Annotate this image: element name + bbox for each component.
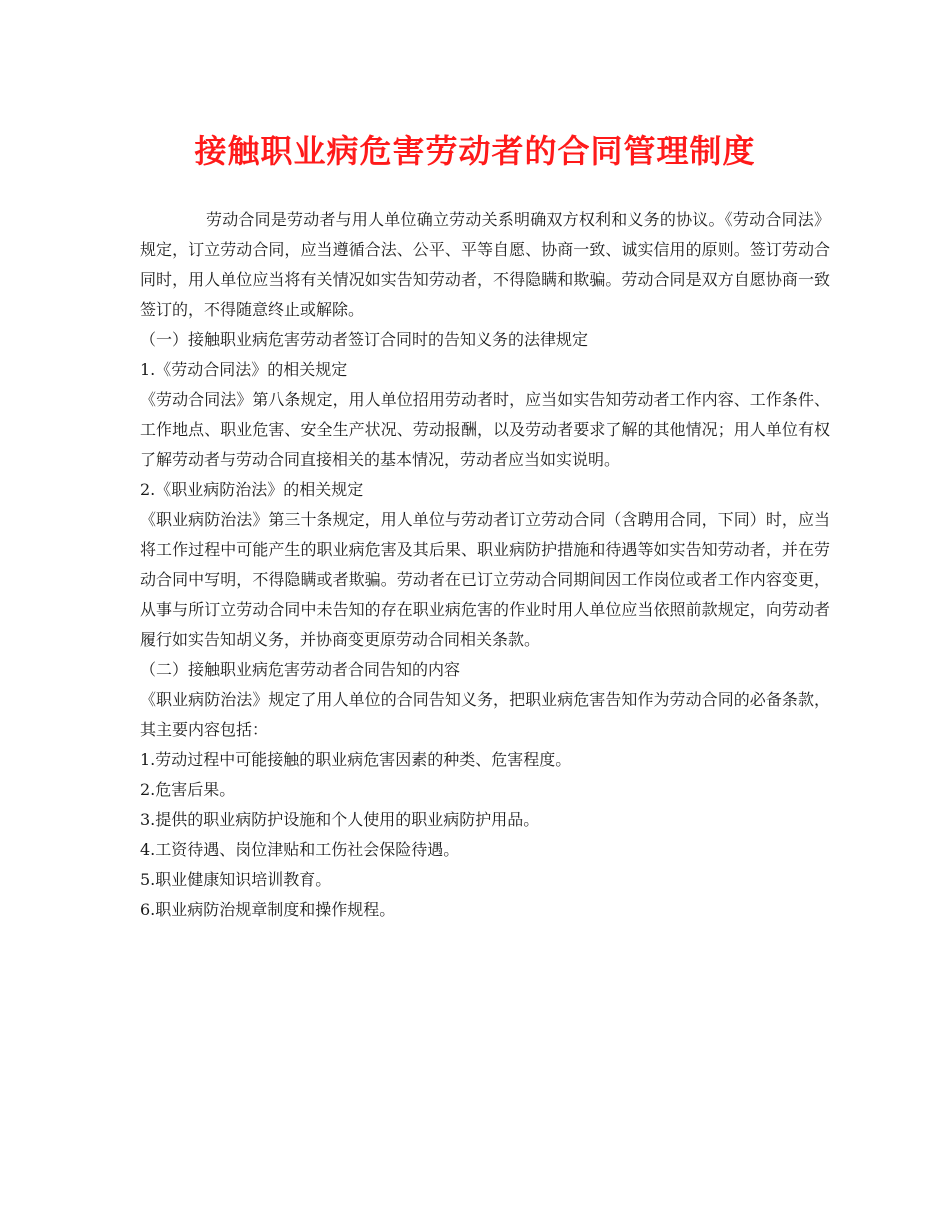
list-item: 2.危害后果。: [140, 780, 236, 799]
subsection-heading-1: 1.《劳动合同法》的相关规定: [140, 360, 348, 379]
list-item: 5.职业健康知识培训教育。: [140, 870, 332, 889]
intro-paragraph: 劳动合同是劳动者与用人单位确立劳动关系明确双方权利和义务的协议。《劳动合同法》规定，订立劳动合同，应当遵循合法、公平、平等自愿、协商一致、诚实信用的原则。签订劳动合同时，用人单位应当将有关情况如实告知劳动者，不得隐瞒和欺骗。劳动合同是双方自愿协商一致签订的，不得随意终止或解除。: [140, 210, 830, 319]
section-heading-2: （二）接触职业病危害劳动者合同告知的内容: [140, 660, 461, 679]
list-item: 6.职业病防治规章制度和操作规程。: [140, 900, 396, 919]
document-title: 接触职业病危害劳动者的合同管理制度: [194, 132, 756, 170]
list-item: 3.提供的职业病防护设施和个人使用的职业病防护用品。: [140, 810, 540, 829]
list-item: 4.工资待遇、岗位津贴和工伤社会保险待遇。: [140, 840, 460, 859]
paragraph-occupational-disease-law: 《职业病防治法》第三十条规定，用人单位与劳动者订立劳动合同（含聘用合同，下同）时，应当将工作过程中可能产生的职业病危害及其后果、职业病防护措施和待遇等如实告知劳动者，并在劳动合同中写明，不得隐瞒或者欺骗。劳动者在已订立劳动合同期间因工作岗位或者工作内容变更，从事与所订立劳动合同中未告知的存在职业病危害的作业时用人单位应当依照前款规定，向劳动者履行如实告知胡义务，并协商变更原劳动合同相关条款。: [140, 510, 830, 649]
subsection-heading-2: 2.《职业病防治法》的相关规定: [140, 480, 364, 499]
paragraph-notification-content: 《职业病防治法》规定了用人单位的合同告知义务，把职业病危害告知作为劳动合同的必备条款，其主要内容包括：: [140, 690, 830, 739]
paragraph-labor-contract-law: 《劳动合同法》第八条规定，用人单位招用劳动者时，应当如实告知劳动者工作内容、工作条件、工作地点、职业危害、安全生产状况、劳动报酬，以及劳动者要求了解的其他情况；用人单位有权了解劳动者与劳动合同直接相关的基本情况，劳动者应当如实说明。: [140, 390, 830, 469]
section-heading-1: （一）接触职业病危害劳动者签订合同时的告知义务的法律规定: [140, 330, 589, 349]
document-body: [140, 205, 830, 925]
list-item: 1.劳动过程中可能接触的职业病危害因素的种类、危害程度。: [140, 750, 572, 769]
